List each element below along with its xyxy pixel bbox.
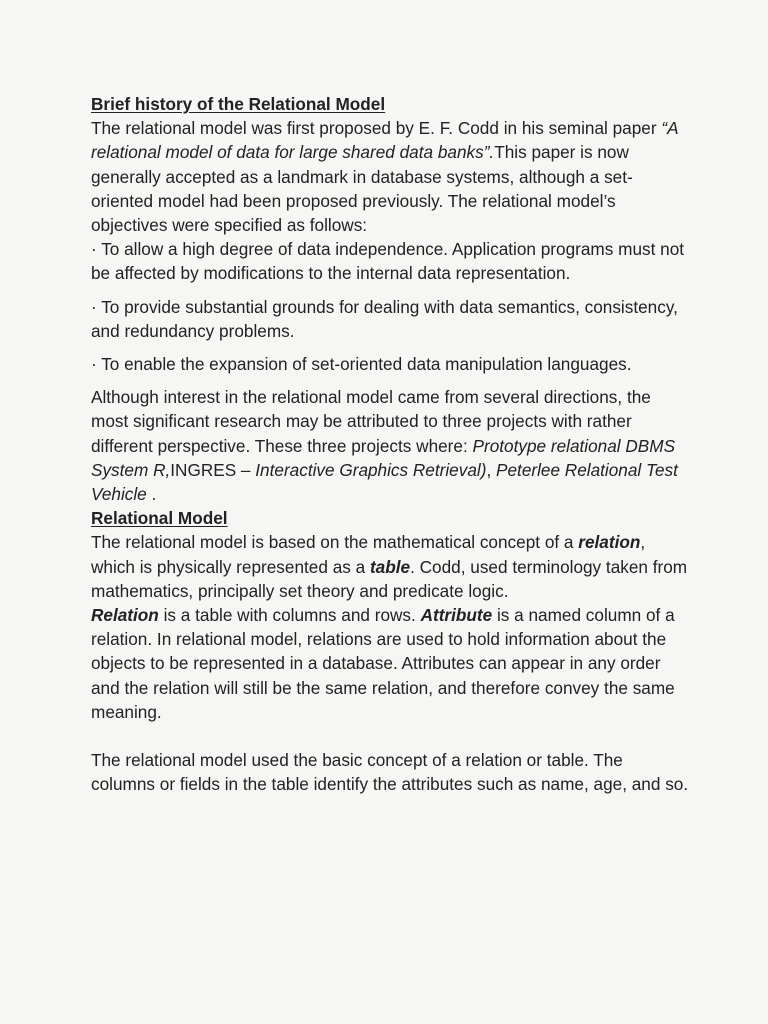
- bullet-item: · To provide substantial grounds for dealing with data semantics, consistency, and redundancy problems.: [91, 296, 678, 341]
- intro-rest: This paper is now generally accepted as a landmark in database systems, although a set-oriented model had been proposed previously. The relational model’s objectives were specified as follows:: [91, 142, 633, 236]
- para1-text: The relational model is based on the mathematical concept of a: [91, 532, 579, 553]
- section-heading-relational-model: Relational Model: [91, 508, 228, 529]
- project-peterlee: Peterlee Relational Test Vehicle: [91, 459, 678, 505]
- term-relation: Relation: [91, 605, 159, 626]
- projects-paragraph: [91, 385, 691, 506]
- paper-title: “A relational model of data for large shared data banks”.: [91, 118, 678, 163]
- projects-end: .: [146, 484, 157, 505]
- project-system-r: Prototype relational DBMS System R,: [91, 435, 676, 480]
- document-page: [91, 92, 691, 796]
- projects-lead: Although interest in the relational model came from several directions, the most significant research may be attributed to three projects with rather different perspective. These three projects where:: [91, 387, 651, 456]
- project-ingres: INGRES –: [170, 459, 256, 480]
- relational-paragraph-2: [91, 603, 691, 724]
- para1-text: . Codd, used terminology taken from mathematics, principally set theory and predicate logic.: [91, 556, 688, 601]
- section-heading-brief-history: Brief history of the Relational Model: [91, 94, 386, 114]
- term-relation: relation: [578, 532, 641, 553]
- intro-lead: The relational model was first proposed by E. F. Codd in his seminal paper: [91, 118, 662, 139]
- project-ingres-desc: Interactive Graphics Retrieval): [255, 459, 487, 480]
- para2-text: is a named column of a relation. In relational model, relations are used to hold information about the objects to be represented in a database. Attributes can appear in any order and the relation will still be the same relation, and therefore convey the same meaning.: [91, 605, 675, 722]
- para1-text: , which is physically represented as a: [91, 532, 646, 577]
- bullet-item: · To allow a high degree of data independence. Application programs must not be affected by modifications to the internal data representation.: [91, 239, 685, 284]
- para2-text: is a table with columns and rows.: [158, 605, 421, 626]
- term-attribute: Attribute: [420, 605, 493, 626]
- relational-paragraph-1: [91, 530, 691, 603]
- relational-paragraph-3: The relational model used the basic concept of a relation or table. The columns or fields in the table identify the attributes such as name, age, and so.: [91, 750, 689, 795]
- term-table: table: [369, 556, 411, 577]
- bullet-item: · To enable the expansion of set-oriented data manipulation languages.: [91, 354, 632, 375]
- projects-separator: ,: [486, 459, 497, 480]
- intro-paragraph: [91, 116, 691, 237]
